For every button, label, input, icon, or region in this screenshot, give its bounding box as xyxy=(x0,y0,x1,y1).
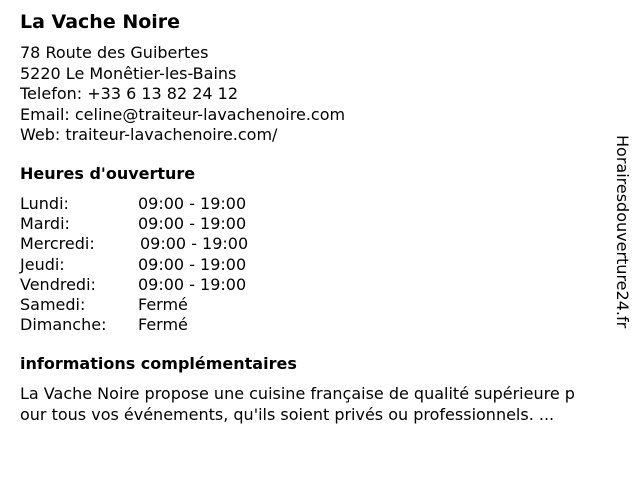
day-label: Samedi: xyxy=(20,294,86,314)
info-description xyxy=(20,384,624,425)
day-hours: 09:00 - 19:00 xyxy=(138,214,247,234)
info-heading: informations complémentaires xyxy=(20,354,297,373)
street-address: 78 Route des Guibertes xyxy=(20,43,209,62)
info-line-2: our tous vos événements, qu'ils soient privés ou professionnels. ... xyxy=(20,404,555,424)
city-address: 5220 Le Monêtier-les-Bains xyxy=(20,63,237,83)
day-hours: 09:00 - 19:00 xyxy=(138,274,247,294)
day-hours: Fermé xyxy=(138,294,188,314)
day-hours: 09:00 - 19:00 xyxy=(140,234,249,254)
brand-site-name: Horairesdouverture24.fr xyxy=(613,135,632,329)
day-label: Mardi: xyxy=(20,214,70,234)
website-link[interactable]: Web: traiteur-lavachenoire.com/ xyxy=(20,125,278,144)
day-label: Dimanche: xyxy=(20,315,107,335)
day-hours: Fermé xyxy=(138,315,188,335)
email-address[interactable]: Email: celine@traiteur-lavachenoire.com xyxy=(20,104,346,124)
hours-heading: Heures d'ouverture xyxy=(20,164,196,183)
day-label: Jeudi: xyxy=(20,254,65,274)
info-line-1: La Vache Noire propose une cuisine française de qualité supérieure p xyxy=(20,384,575,403)
phone-number[interactable]: Telefon: +33 6 13 82 24 12 xyxy=(20,84,239,103)
day-hours: 09:00 - 19:00 xyxy=(138,194,247,213)
day-label: Mercredi: xyxy=(20,234,95,254)
day-label: Vendredi: xyxy=(20,274,96,294)
day-label: Lundi: xyxy=(20,194,69,213)
contact-block xyxy=(20,43,345,146)
side-brand-watermark xyxy=(610,135,634,345)
business-name: La Vache Noire xyxy=(20,11,181,33)
day-hours: 09:00 - 19:00 xyxy=(138,254,247,274)
